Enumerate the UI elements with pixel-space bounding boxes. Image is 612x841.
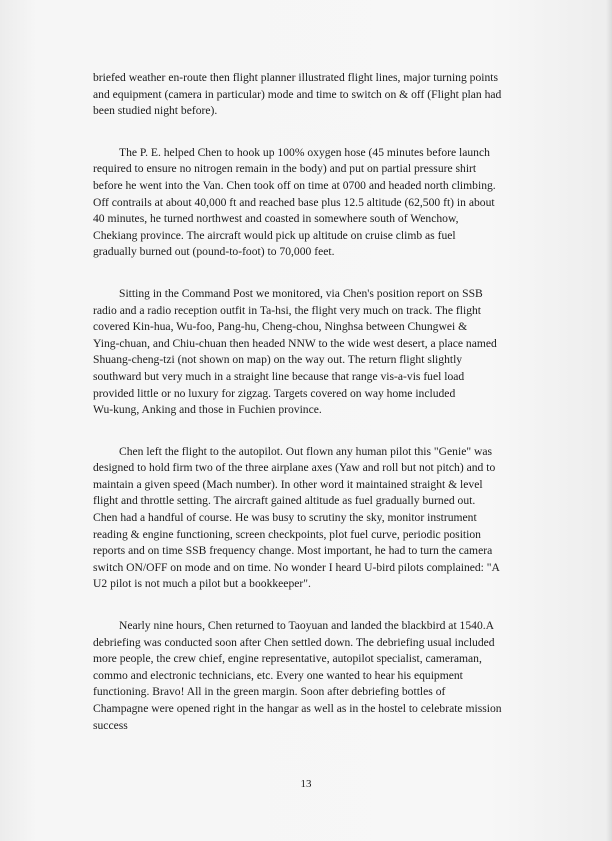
paragraph-5 xyxy=(93,618,511,734)
paragraph-indent xyxy=(93,146,119,159)
paragraph-4 xyxy=(93,444,511,593)
paragraph-3-text: Sitting in the Command Post we monitored, via Chen's position report on SSB radio and a radio reception outfit in Ta-hsi, the flight very much on track. The flight covered Kin-hua, Wu-foo, Pang-hu, Cheng-chou, Ninghsa between Chungwei & Ying-chuan, and Chiu-chuan then headed NNW to the wide west desert, a place named Shuang-cheng-tzi (not shown on map) on the way out. The return flight slightly southward but very much in a straight line because that range vis-a-vis fuel load provided little or no luxury for zigzag. Targets covered on way home included Wu-kung, Anking and those in Fuchien province. xyxy=(93,286,497,417)
paragraph-5-text: Nearly nine hours, Chen returned to Taoyuan and landed the blackbird at 1540.A debriefing was conducted soon after Chen settled down. The debriefing usual included more people, the crew chief, engine representative, autopilot specialist, cameraman, commo and electronic technicians, etc. Every one wanted to hear his equipment functioning. Bravo! All in the green margin. Soon after debriefing bottles of Champagne were opened right in the hangar as well as in the hostel to celebrate mission success xyxy=(93,619,502,732)
paragraph-1: briefed weather en-route then flight planner illustrated flight lines, major turning points and equipment (camera in particular) mode and time to switch on & off (Flight plan had been studied night before). xyxy=(93,71,502,118)
paragraph-2 xyxy=(93,145,511,261)
paragraph-indent xyxy=(93,287,119,300)
page-number: 13 xyxy=(300,778,312,790)
paragraph-3 xyxy=(93,286,511,419)
paragraph-4-text: Chen left the flight to the autopilot. Out flown any human pilot this "Genie" was designed to hold firm two of the three airplane axes (Yaw and roll but not pitch) and to maintain a given speed (Mach number). In other word it maintained straight & level flight and throttle setting. The aircraft gained altitude as fuel gradually burned out. Chen had a handful of course. He was busy to scrutiny the sky, monitor instrument reading & engine functioning, screen checkpoints, plot fuel curve, periodic position reports and on time SSB frequency change. Most important, he had to turn the camera switch ON/OFF on mode and on time. No wonder I heard U-bird pilots complained: "A U2 pilot is not much a pilot but a bookkeeper". xyxy=(93,444,500,591)
document-body xyxy=(93,70,511,734)
page-edge-shadow xyxy=(606,0,612,841)
paragraph-2-text: The P. E. helped Chen to hook up 100% oxygen hose (45 minutes before launch required to ensure no nitrogen remain in the body) and put on partial pressure shirt before he went into the Van. Chen took off on time at 0700 and headed north climbing. Off contrails at about 40,000 ft and reached base plus 12.5 altitude (62,500 ft) in about 40 minutes, he turned northwest and coasted in somewhere south of Wenchow, Chekiang province. The aircraft would pick up altitude on cruise climb as fuel gradually burned out (pound-to-foot) to 70,000 feet. xyxy=(93,145,496,259)
paragraph-indent xyxy=(93,445,119,458)
paragraph-indent xyxy=(93,619,119,632)
